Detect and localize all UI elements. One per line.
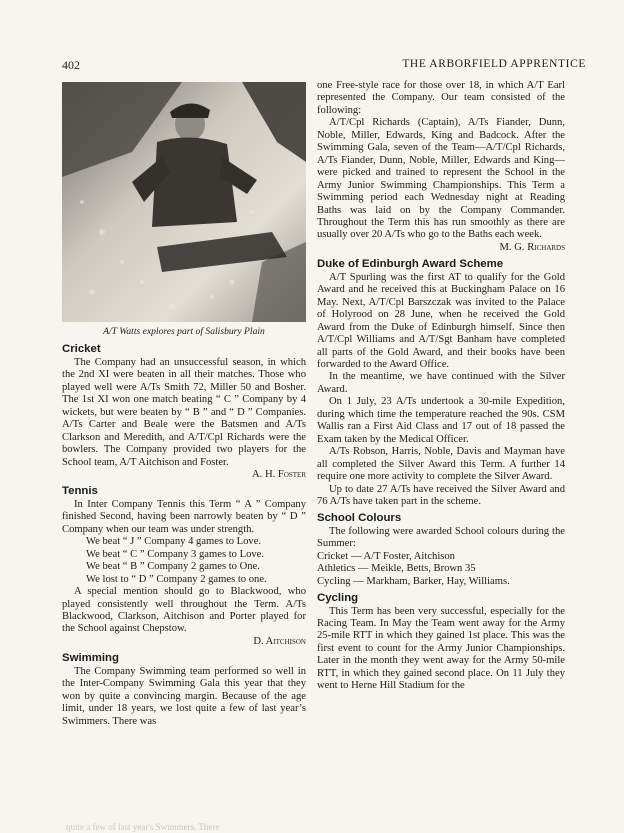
cricket-body: The Company had an unsuccessful season, in which the 2nd XI were beaten in all their matches. Those who played well were A/Ts Smith 72, Miller 50 and Bosher. The 1st XI won one match beating “ C ” Company by 4 wickets, but were beaten by “ B ” and “ D ” Companies. A/Ts Carter and Beale were the Batsmen and A/Ts Clarkson and Meredith, and A/T/Cpl Richards were the bowlers. The Company provided two players for the School team, A/T Aitchison and Foster.	[62, 356, 306, 468]
cricket-heading: Cricket	[62, 343, 101, 356]
left-column	[62, 82, 306, 728]
duke-paragraph-3: On 1 July, 23 A/Ts undertook a 30-mile Expedition, during which time the temperature reached the 90s. CSM Wallis ran a First Aid Class and 17 out of 18 passed the Exam taken by the Medical Officer.	[317, 396, 565, 445]
duke-paragraph-5: Up to date 27 A/Ts have received the Silver Award and 76 A/Ts have taken part in the scheme.	[317, 483, 565, 507]
cycling-body: This Term has been very successful, especially for the Racing Team. In May the Team went away for the Army 25-mile RTT in which they gained 1st place. This was the first event to count for the Army Junior Championships. Later in the month they went away for the Army 50-mile RTT, in which they gained second place. On 11 July they went to Herne Hill Stadium for the	[317, 605, 565, 692]
tennis-heading: Tennis	[62, 485, 98, 498]
running-head: THE ARBORFIELD APPRENTICE	[402, 58, 586, 70]
swimming-signature: M. G. Richards	[499, 241, 565, 253]
duke-paragraph-4: A/Ts Robson, Harris, Noble, Davis and Mayman have all completed the Silver Award this Term. A further 14 require one more activity to complete the Silver Award.	[317, 446, 565, 483]
swimming-body-continued: one Free-style race for those over 18, in which A/T Earl represented the Company. Our team consisted of the following:	[317, 80, 565, 116]
tennis-result-4: We lost to “ D ” Company 2 games to one.	[86, 573, 267, 585]
photo-caption: A/T Watts explores part of Salisbury Plain	[103, 326, 265, 337]
duke-heading: Duke of Edinburgh Award Scheme	[317, 258, 504, 271]
colours-line-athletics: Athletics — Meikle, Betts, Brown 35	[317, 563, 476, 575]
colours-heading: School Colours	[317, 512, 402, 525]
tennis-result-2: We beat “ C ” Company 3 games to Love.	[86, 548, 265, 560]
photo-salisbury-plain	[62, 82, 306, 322]
duke-paragraph-1: A/T Spurling was the first AT to qualify for the Gold Award and he received this at Buckingham Palace on 16 May. Next, A/T/Cpl Barszczak was invited to the Palace of Holyrood on 28 June, when he received the Gold Award from the Duke of Edinburgh himself. Since then A/T/Cpl Williams and A/T/Sgt Banham have completed all parts of the Gold Award, and their books have been forwarded to the Award Office.	[317, 271, 565, 370]
cycling-heading: Cycling	[317, 592, 359, 605]
tennis-result-1: We beat “ J ” Company 4 games to Love.	[86, 536, 262, 548]
swimming-team: A/T/Cpl Richards (Captain), A/Ts Fiander, Dunn, Noble, Miller, Edwards, King and Badcock. After the Swimming Gala, seven of the Team—A/T/Cpl Richards, A/Ts Fiander, Dunn, Noble, Miller, Edwards and King—were picked and trained to represent the School in the Army Junior Swimming Championships. This Term a Swimming period each Wednesday night at Reading Baths was laid on by the Company Commander. Throughout the Term this has run smoothly as there are usually over 20 A/Ts who go to the Baths each week.	[317, 117, 565, 241]
show-through-text: quite a few of last year's Swimmers. There	[66, 822, 220, 832]
tennis-signature: D. Aitchison	[253, 635, 306, 647]
page-number: 402	[62, 58, 80, 72]
duke-paragraph-2: In the meantime, we have continued with the Silver Award.	[317, 371, 565, 395]
tennis-intro: In Inter Company Tennis this Term “ A ” Company finished Second, having been narrowly beaten by “ D ” Company when our team was under strength.	[62, 498, 306, 535]
colours-line-cycling: Cycling — Markham, Barker, Hay, Williams.	[317, 575, 510, 587]
cricket-signature: A. H. Foster	[252, 468, 306, 480]
tennis-closing: A special mention should go to Blackwood, who played consistently well throughout the Term. A/Ts Blackwood, Clarkson, Aitchison and Porter played for the School against Chepstow.	[62, 586, 306, 635]
colours-intro: The following were awarded School colours during the Summer:	[317, 525, 565, 550]
colours-line-cricket: Cricket — A/T Foster, Aitchison	[317, 550, 455, 562]
tennis-result-3: We beat “ B ” Company 2 games to One.	[86, 561, 260, 573]
swimming-heading: Swimming	[62, 652, 119, 665]
right-column	[317, 80, 565, 693]
photo-illustration	[62, 82, 306, 322]
swimming-body-start: The Company Swimming team performed so well in the Inter-Company Swimming Gala this year that they won by quite a convincing margin. Because of the age limit, under 18 years, we lost quite a few of last year’s Swimmers. There was	[62, 665, 306, 727]
